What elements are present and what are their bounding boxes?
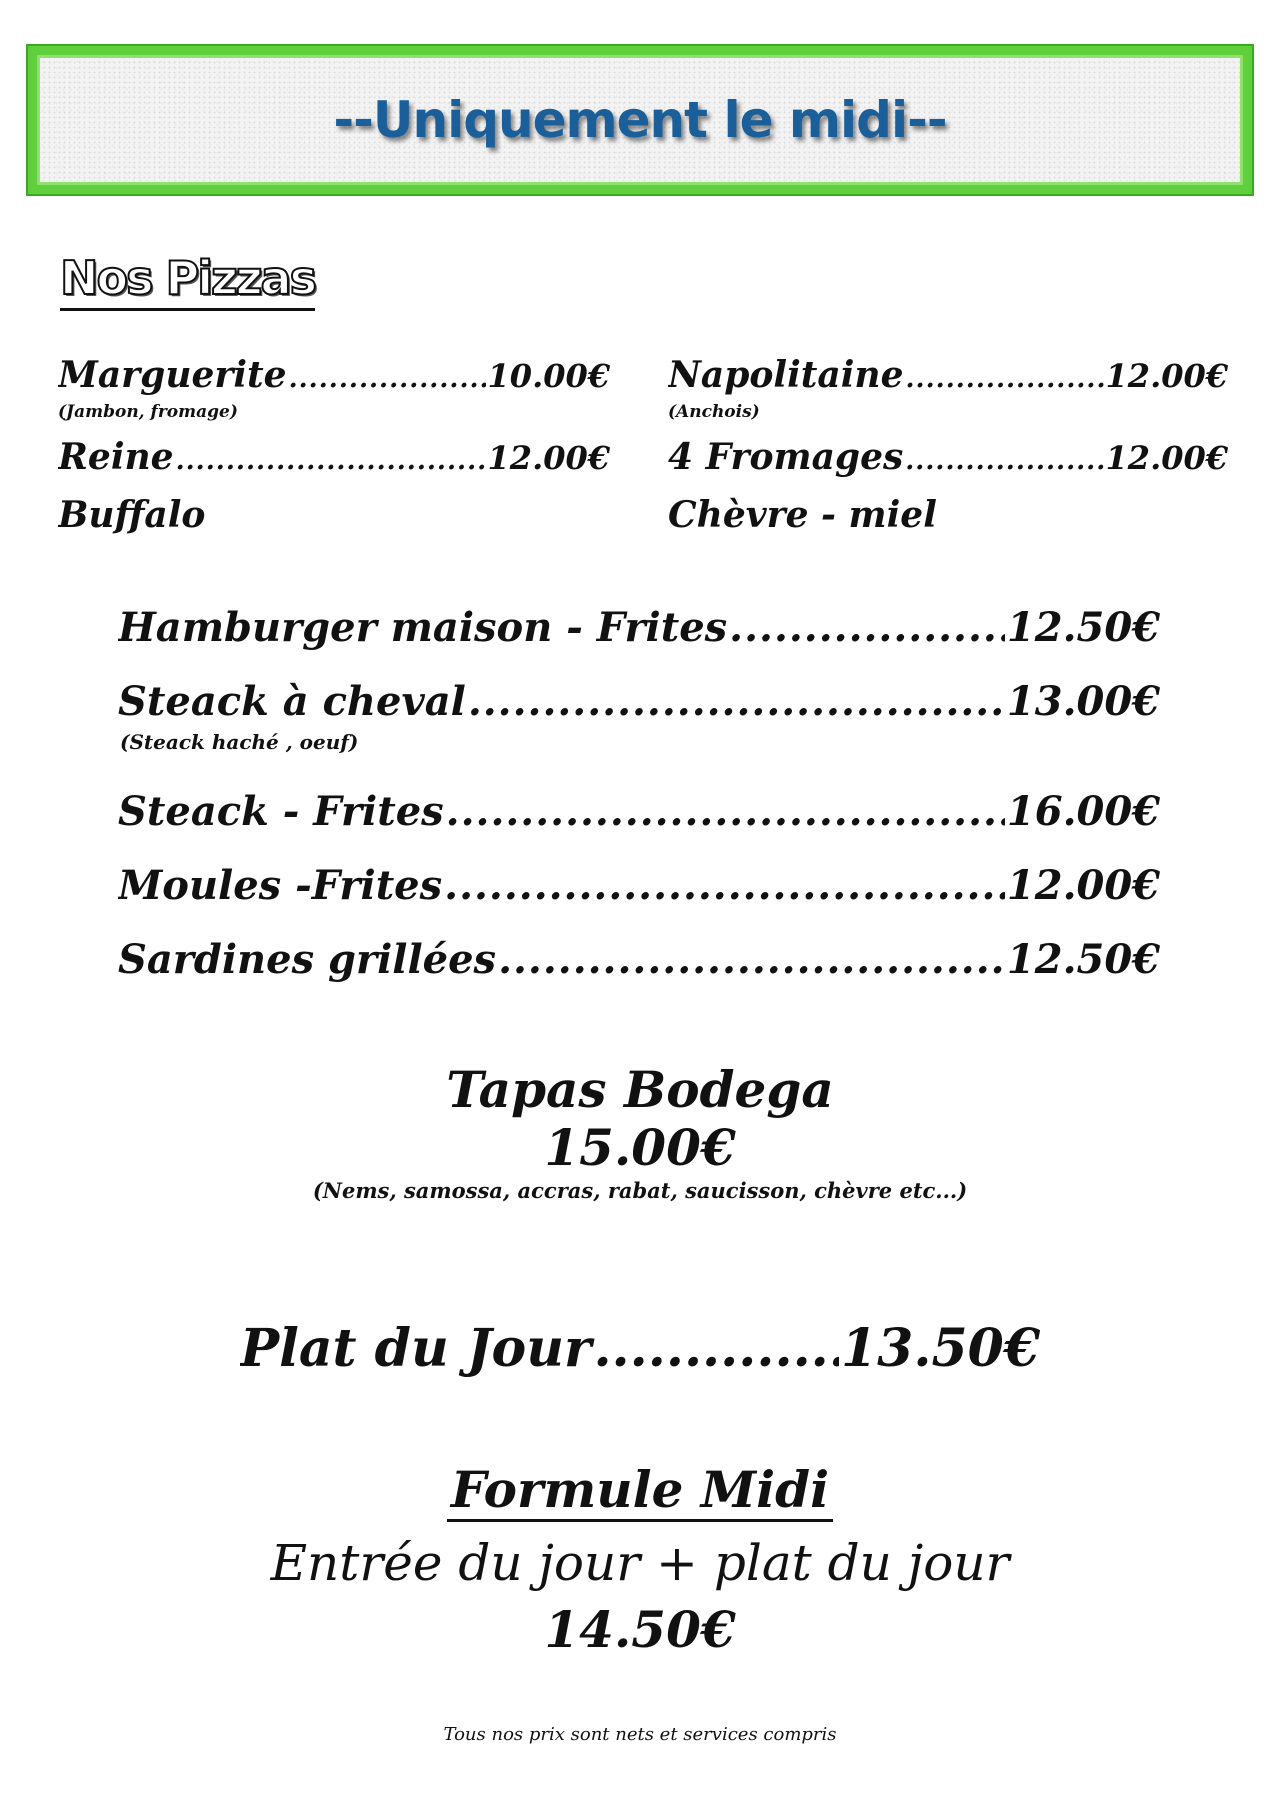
dish-name: Hamburger maison - Frites [118, 604, 728, 651]
pizza-name: Napolitaine [668, 354, 904, 396]
dish-name: Steack à cheval [118, 678, 466, 725]
pizza-price: 12.00€ [1105, 439, 1228, 477]
pizza-name: Marguerite [58, 354, 287, 396]
pizza-price: 12.00€ [487, 439, 610, 477]
dish-name: Moules -Frites [118, 862, 443, 909]
plat-du-jour [240, 1318, 1040, 1379]
pizza-item [58, 494, 610, 536]
leader-dots [446, 788, 1005, 835]
formule-title: Formule Midi [447, 1460, 833, 1522]
formule-description: Entrée du jour + plat du jour [270, 1534, 1010, 1592]
pizza-item [668, 354, 1228, 396]
banner-title: --Uniquement le midi-- [333, 91, 947, 149]
dish-item [118, 862, 1160, 909]
leader-dots [176, 446, 486, 476]
dish-item [118, 788, 1160, 835]
dish-price: 12.50€ [1006, 604, 1160, 651]
pizza-price: 12.00€ [1105, 357, 1228, 395]
dish-name: Steack - Frites [118, 788, 444, 835]
pizza-item [58, 354, 610, 396]
footer-note: Tous nos prix sont nets et services compris [443, 1724, 837, 1745]
leader-dots [498, 936, 1005, 983]
formule-title-row [0, 1460, 1280, 1519]
leader-dots [905, 364, 1103, 394]
leader-dots [729, 604, 1005, 651]
leader-dots [444, 862, 1005, 909]
dish-name: Sardines grillées [118, 936, 497, 983]
pizza-item [668, 494, 1228, 536]
plat-name: Plat du Jour [240, 1318, 592, 1379]
plat-price: 13.50€ [840, 1318, 1040, 1379]
dish-price: 12.50€ [1006, 936, 1160, 983]
pizza-item [668, 436, 1228, 478]
leader-dots [468, 678, 1005, 725]
pizza-note: (Anchois) [668, 402, 760, 422]
pizza-name: 4 Fromages [668, 436, 904, 478]
pizza-name: Chèvre - miel [668, 494, 937, 536]
dish-item [118, 678, 1160, 725]
pizza-price: 10.00€ [487, 357, 610, 395]
pizza-name: Buffalo [58, 494, 206, 536]
leader-dots [905, 446, 1103, 476]
dish-item [118, 604, 1160, 651]
leader-dots [593, 1318, 839, 1379]
dish-price: 12.00€ [1006, 862, 1160, 909]
formule-price: 14.50€ [544, 1600, 736, 1659]
pizza-note: (Jambon, fromage) [58, 402, 238, 422]
leader-dots [289, 364, 486, 394]
dish-price: 16.00€ [1006, 788, 1160, 835]
dish-price: 13.00€ [1006, 678, 1160, 725]
pizza-item [58, 436, 610, 478]
tapas-name: Tapas Bodega [446, 1060, 834, 1119]
header-banner [28, 46, 1252, 194]
dish-item [118, 936, 1160, 983]
tapas-price: 15.00€ [544, 1118, 736, 1177]
pizzas-section-title: Nos Pizzas [60, 250, 315, 311]
tapas-note: (Nems, samossa, accras, rabat, saucisson, chèvre etc...) [312, 1178, 968, 1203]
dish-note: (Steack haché , oeuf) [120, 730, 359, 754]
pizza-name: Reine [58, 436, 174, 478]
